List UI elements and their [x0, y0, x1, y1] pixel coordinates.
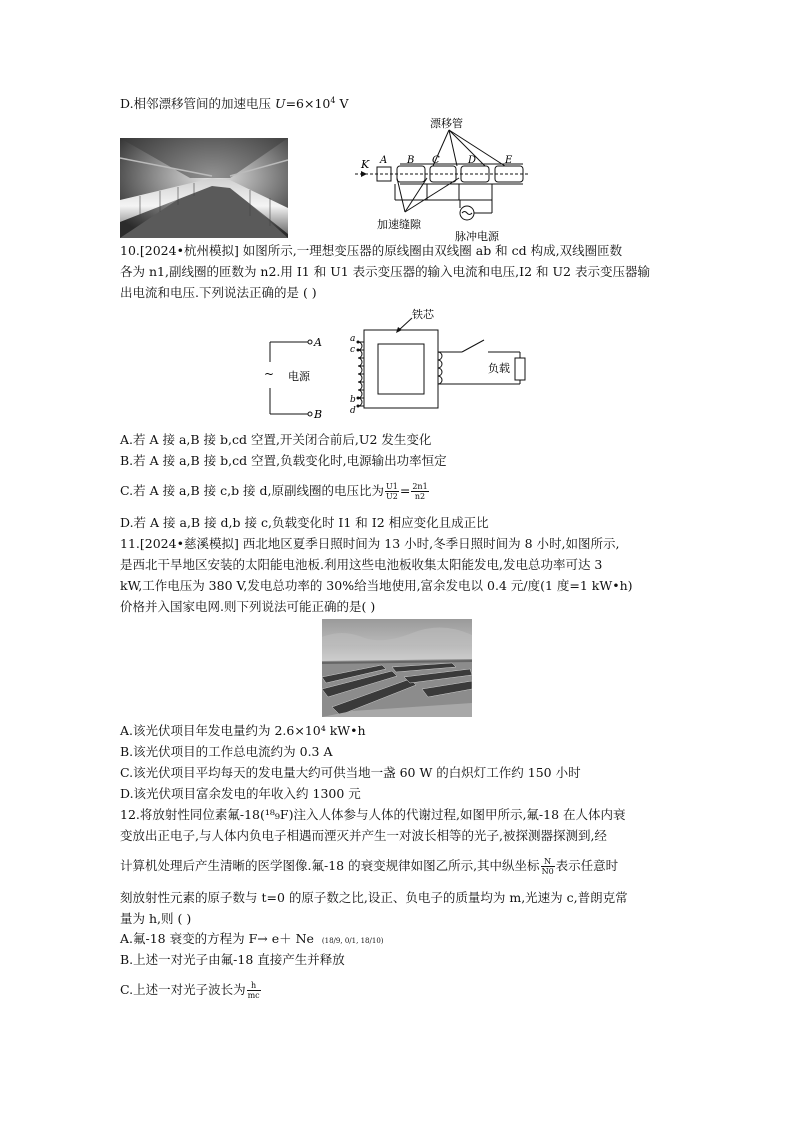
q11-stem-line4: 价格并入国家电网.则下列说法可能正确的是( ) — [120, 599, 376, 614]
label-drift-tube: 漂移管 — [430, 117, 463, 130]
q12-option-b: B.上述一对光子由氟-18 直接产生并释放 — [120, 952, 345, 967]
label-load: 负载 — [488, 362, 510, 375]
q11-option-a: A.该光伏项目年发电量约为 2.6×10⁴ kW•h — [120, 723, 366, 738]
q11-stem-line1: 11.[2024•慈溪模拟] 西北地区夏季日照时间为 13 小时,冬季日照时间为 8 小时,如图所示, — [120, 536, 620, 551]
q10-stem-line3: 出电流和电压.下列说法正确的是 ( ) — [120, 285, 317, 300]
label-coil-c: c — [350, 345, 356, 355]
label-iron-core: 铁芯 — [412, 308, 434, 321]
label-tube-e: E — [505, 155, 513, 166]
q10-option-b: B.若 A 接 a,B 接 b,cd 空置,负载变化时,电源输出功率恒定 — [120, 453, 447, 468]
q12-stem-line2: 变放出正电子,与人体内负电子相遇而湮灭并产生一对波长相等的光子,被探测器探测到,经 — [120, 828, 607, 843]
ac-symbol: ~ — [264, 367, 275, 381]
decay-equation: F→ e＋ Ne — [248, 931, 314, 946]
nuclide-numbers: (18/9, 0/1, 18/10) — [321, 937, 384, 945]
q12-stem-line4: 刻放射性元素的原子数与 t=0 的原子数之比,设正、负电子的质量均为 m,光速为 c,普朗克常 — [120, 890, 628, 905]
q11-option-d: D.该光伏项目富余发电的年收入约 1300 元 — [120, 786, 361, 801]
label-coil-d: d — [350, 406, 356, 416]
q10-stem-line2: 各为 n1,副线圈的匝数为 n2.用 I1 和 U1 表示变压器的输入电流和电压,I2 和 U2 表示变压器输 — [120, 264, 650, 279]
label-k: K — [361, 158, 370, 171]
q12-stem-line5: 量为 h,则 ( ) — [120, 911, 192, 926]
label-tube-d: D — [468, 155, 477, 166]
q9-option-d: D.相邻漂移管间的加速电压 $U=6\times 10^4$ V — [120, 95, 349, 111]
q10-option-c: C.若 A 接 a,B 接 c,b 接 d,原副线圈的电压比为 $\frac{U1}{U2}$ = $\frac{2n1}{n2}$ — [120, 482, 428, 501]
label-tube-b: B — [407, 155, 415, 166]
label-tube-a: A — [380, 155, 388, 166]
label-terminal-a: A — [314, 336, 322, 349]
transformer-diagram — [262, 306, 532, 426]
label-coil-b: b — [350, 395, 356, 405]
q12-stem-line3: 计算机处理后产生清晰的医学图像.氟-18 的衰变规律如图乙所示,其中纵坐标 $\frac{N}{N0}$ 表示任意时 — [120, 857, 619, 876]
q12-option-c: C.上述一对光子波长为 $\frac{h}{mc}$ — [120, 981, 260, 1000]
drift-tube-diagram — [355, 116, 540, 242]
label-tube-c: C — [432, 155, 440, 166]
label-pulse-source: 脉冲电源 — [455, 230, 499, 242]
q11-option-c: C.该光伏项目平均每天的发电量大约可供当地一盏 60 W 的白炽灯工作约 150 小时 — [120, 765, 581, 780]
accelerator-tunnel-photo — [120, 138, 288, 238]
q11-stem-line2: 是西北干旱地区安装的太阳能电池板.利用这些电池板收集太阳能发电,发电总功率可达 3 — [120, 557, 603, 572]
solar-panels-photo — [322, 619, 472, 717]
q10-stem-line1: 10.[2024•杭州模拟] 如图所示,一理想变压器的原线圈由双线圈 ab 和 cd 构成,双线圈匝数 — [120, 243, 623, 258]
label-power-source: 电源 — [288, 370, 310, 383]
label-terminal-b: B — [314, 408, 323, 421]
q12-stem-line1: 12.将放射性同位素氟-18(¹⁸₉F)注入人体参与人体的代谢过程,如图甲所示,氟-18 在人体内衰 — [120, 807, 626, 822]
q11-option-b: B.该光伏项目的工作总电流约为 0.3 A — [120, 744, 333, 759]
q10-option-d: D.若 A 接 a,B 接 d,b 接 c,负载变化时 I1 和 I2 相应变化且成正比 — [120, 515, 489, 530]
label-coil-a: a — [350, 334, 356, 344]
q10-option-a: A.若 A 接 a,B 接 b,cd 空置,开关闭合前后,U2 发生变化 — [120, 432, 432, 447]
q11-stem-line3: kW,工作电压为 380 V,发电总功率的 30%给当地使用,富余发电以 0.4 元/度(1 度=1 kW•h) — [120, 578, 633, 593]
label-accel-gap: 加速缝隙 — [377, 218, 421, 231]
q12-option-a: A.氟-18 衰变的方程为 F→ e＋ Ne (18/9, 0/1, 18/10) — [120, 931, 384, 946]
